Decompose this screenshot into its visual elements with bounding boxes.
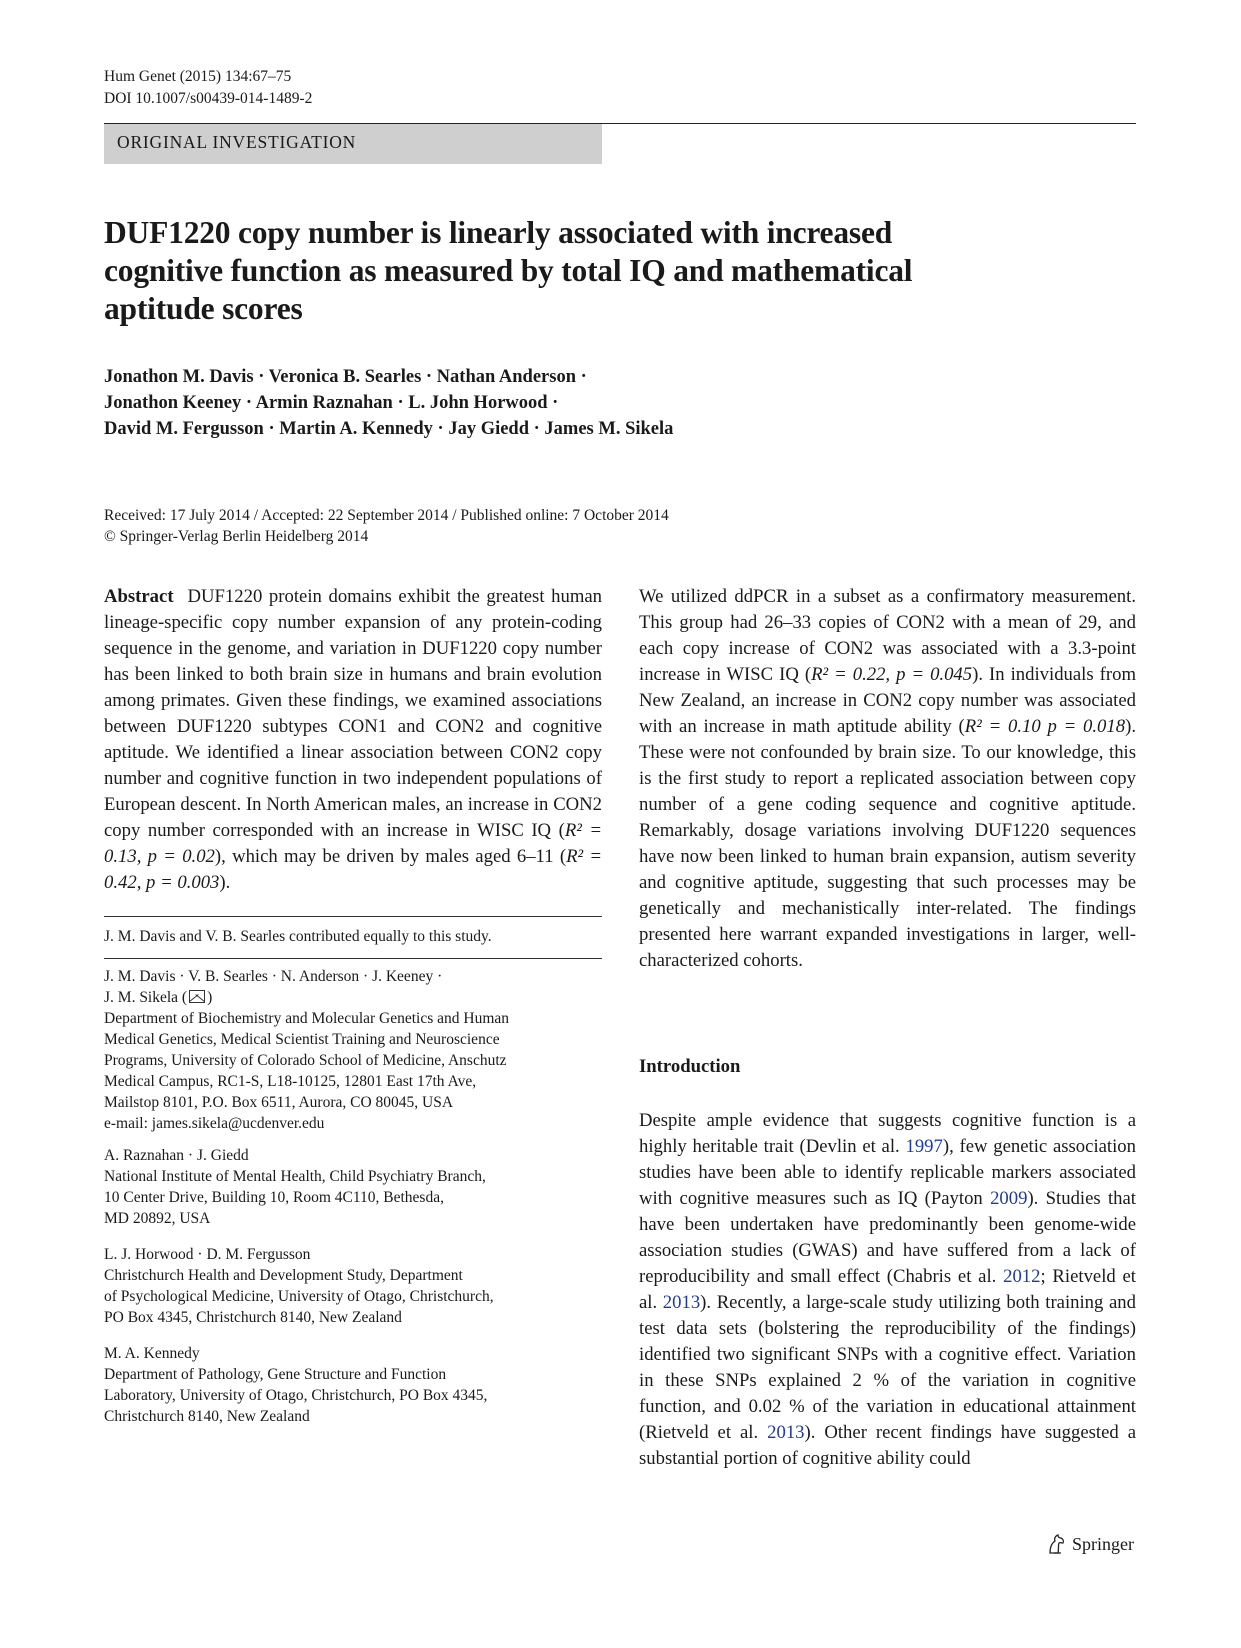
- abstract-label: Abstract: [104, 586, 174, 607]
- affiliation-names: J. M. Sikela ( ): [104, 989, 213, 1006]
- email-link[interactable]: e-mail: james.sikela@ucdenver.edu: [104, 1115, 325, 1132]
- affiliation-4: M. A. Kennedy Department of Pathology, Gene Structure and Function Laboratory, University of Otago, Christchurch, PO Box 4345, Christchurch 8140, New Zealand: [104, 1343, 602, 1427]
- author-list: Jonathon M. Davis · Veronica B. Searles · Nathan Anderson · Jonathon Keeney · Armin Raznahan · L. John Horwood · David M. Fergusson · Martin A. Kennedy · Jay Giedd · James M. Sikela: [104, 367, 674, 439]
- affiliation-names: M. A. Kennedy: [104, 1345, 200, 1362]
- stat-r2: R² = 0.13, p = 0.02: [104, 820, 602, 867]
- journal-citation: [104, 66, 312, 110]
- publisher-logo: [1046, 1533, 1134, 1555]
- citation-link[interactable]: 2012: [1003, 1266, 1041, 1287]
- stat-r2: R² = 0.42, p = 0.003: [104, 846, 602, 893]
- citation-link[interactable]: 2009: [990, 1188, 1028, 1209]
- publication-dates: Received: 17 July 2014 / Accepted: 22 September 2014 / Published online: 7 October 2014 © Springer-Verlag Berlin Heidelberg 2014: [104, 505, 904, 547]
- doi: DOI 10.1007/s00439-014-1489-2: [104, 90, 313, 107]
- affiliation-names: L. J. Horwood · D. M. Fergusson: [104, 1246, 311, 1263]
- abstract-right-column: [639, 584, 1136, 974]
- article-title: DUF1220 copy number is linearly associated with increased cognitive function as measured by total IQ and mathematical aptitude scores: [104, 215, 913, 326]
- footnote-rule: [104, 916, 602, 917]
- equal-contribution-note: J. M. Davis and V. B. Searles contributed equally to this study.: [104, 928, 492, 945]
- stat-r2: R² = 0.22, p = 0.045: [811, 664, 973, 685]
- envelope-icon: [189, 990, 205, 1003]
- citation-link[interactable]: 2013: [662, 1292, 701, 1313]
- introduction-paragraph: Despite ample evidence that suggests cognitive function is a highly heritable trait (Devlin et al. 1997), few genetic association studies have been able to identify replicable markers associated with cognitive measures such as IQ (Payton 2009). Studies that have been undertaken have predominantly been genome-wide association studies (GWAS) and have suffered from a lack of reproducibility and small effect (Chabris et al. 2012; Rietveld et al. 2013). Recently, a large-scale study utilizing both training and test data sets (bolstering the reproducibility of the findings) identified two significant SNPs with a cognitive effect. Variation in these SNPs explained 2 % of the variation in cognitive function, and 0.02 % of the variation in educational attainment (Rietveld et al. 2013). Other recent findings have suggested a substantial portion of cognitive ability could: [639, 1110, 1137, 1469]
- section-label: ORIGINAL INVESTIGATION: [104, 124, 602, 164]
- abstract-paragraph: Abstract DUF1220 protein domains exhibit the greatest human lineage-specific copy number expansion of any protein-coding sequence in the genome, and variation in DUF1220 copy number has been linked to both brain size in humans and brain evolution among primates. Given these findings, we examined associations between DUF1220 subtypes CON1 and CON2 and cognitive aptitude. We identified a linear association between CON2 copy number and cognitive function in two independent populations of European descent. In North American males, an increase in CON2 copy number corresponded with an increase in WISC IQ (R² = 0.13, p = 0.02), which may be driven by males aged 6–11 (R² = 0.42, p = 0.003).: [104, 586, 602, 893]
- affiliation-names: J. M. Davis · V. B. Searles · N. Anderson · J. Keeney ·: [104, 968, 443, 985]
- journal-volume: Hum Genet (2015) 134:67–75: [104, 68, 292, 85]
- publisher-name: Springer: [1072, 1533, 1134, 1554]
- springer-horse-icon: [1046, 1533, 1066, 1555]
- copyright: © Springer-Verlag Berlin Heidelberg 2014: [104, 528, 369, 545]
- affiliation-2: A. Raznahan · J. Giedd National Institute of Mental Health, Child Psychiatry Branch, 10 Center Drive, Building 10, Room 4C110, Bethesda, MD 20892, USA: [104, 1145, 602, 1229]
- section-heading-introduction: Introduction: [639, 1056, 741, 1077]
- abstract-continued: We utilized ddPCR in a subset as a confirmatory measurement. This group had 26–33 copies of CON2 with a mean of 29, and each copy increase of CON2 was associated with a 3.3-point increase in WISC IQ (R² = 0.22, p = 0.045). In individuals from New Zealand, an increase in CON2 copy number was associated with an increase in math aptitude ability (R² = 0.10 p = 0.018). These were not confounded by brain size. To our knowledge, this is the first study to report a replicated association between copy number of a gene coding sequence and cognitive aptitude. Remarkably, dosage variations involving DUF1220 sequences have now been linked to human brain expansion, autism severity and cognitive aptitude, suggesting that such processes may be genetically and mechanistically inter-related. The findings presented here warrant expanded investigations in larger, well-characterized cohorts.: [639, 586, 1136, 971]
- affiliation-3: L. J. Horwood · D. M. Fergusson Christchurch Health and Development Study, Department of Psychological Medicine, University of Otago, Christchurch, PO Box 4345, Christchurch 8140, New Zealand: [104, 1244, 602, 1328]
- affiliation-rule: [104, 958, 602, 959]
- affiliation-names: A. Raznahan · J. Giedd: [104, 1147, 249, 1164]
- citation-link[interactable]: 2013: [767, 1422, 805, 1443]
- abstract-left-column: [104, 584, 602, 896]
- citation-link[interactable]: 1997: [905, 1136, 943, 1157]
- affiliation-1: J. M. Davis · V. B. Searles · N. Anderson · J. Keeney · J. M. Sikela ( ) Department of Biochemistry and Molecular Genetics and Human Medical Genetics, Medical Scientist Training and Neuroscience Programs, University of Colorado School of Medicine, Anschutz Medical Campus, RC1-S, L18-10125, 12801 East 17th Ave, Mailstop 8101, P.O. Box 6511, Aurora, CO 80045, USA e-mail: james.sikela@ucdenver.edu: [104, 966, 602, 1134]
- stat-r2: R² = 0.10 p = 0.018: [964, 716, 1126, 737]
